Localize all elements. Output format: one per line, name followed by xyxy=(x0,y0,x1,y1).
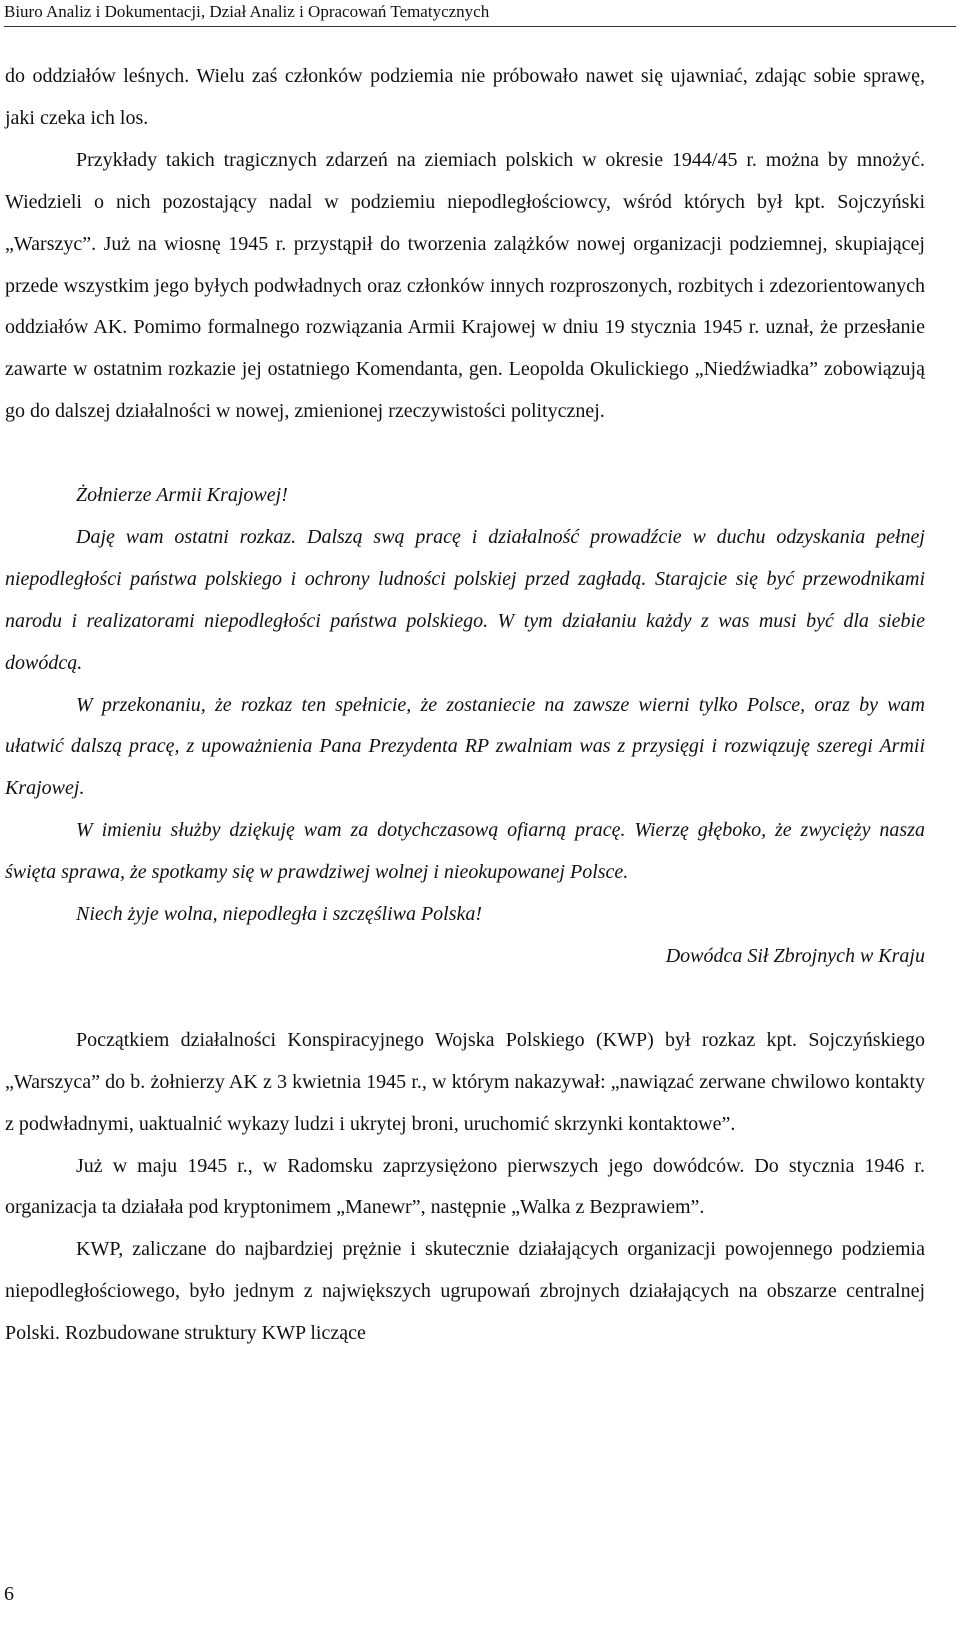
paragraph-warszyc: Przykłady takich tragicznych zdarzeń na ziemiach polskich w okresie 1944/45 r. można by mnożyć. Wiedzieli o nich pozostający nadal w podziemiu niepodległościowcy, wśród których był kpt. Sojczyński „Warszyc”. Już na wiosnę 1945 r. przystąpił do tworzenia zalążków nowej organizacji podziemnej, skupiającej przede wszystkim jego byłych podwładnych oraz członków innych rozproszonych, rozbitych i zdezorientowanych oddziałów AK. Pomimo formalnego rozwiązania Armii Krajowej w dniu 19 stycznia 1945 r. uznał, że przesłanie zawarte w ostatnim rozkazie jej ostatniego Komendanta, gen. Leopolda Okulickiego „Niedźwiadka” zobowiązują go do dalszej działalności w nowej, zmienionej rzeczywistości politycznej. xyxy=(5,148,925,423)
spacer xyxy=(5,433,925,475)
running-header: Biuro Analiz i Dokumentacji, Dział Analiz i Opracowań Tematycznych xyxy=(4,0,956,27)
paragraph-continuation: do oddziałów leśnych. Wielu zaś członków podziemia nie próbowało nawet się ujawniać, zdając sobie sprawę, jaki czeka ich los. xyxy=(5,65,925,129)
order-paragraph-4: Niech żyje wolna, niepodległa i szczęśliwa Polska! xyxy=(76,903,483,926)
order-paragraph-3: W imieniu służby dziękuję wam za dotychczasową ofiarną pracę. Wierzę głęboko, że zwycięży nasza święta sprawa, że spotkamy się w prawdziwej wolnej i nieokupowanej Polsce. xyxy=(5,819,925,884)
order-salutation: Żołnierze Armii Krajowej! xyxy=(76,484,288,507)
page-body xyxy=(5,56,925,1355)
paragraph-kwp-structure: KWP, zaliczane do najbardziej prężnie i skutecznie działających organizacji powojennego podziemia niepodległościowego, było jednym z największych ugrupowań zbrojnych działających na obszarze centralnej Polski. Rozbudowane struktury KWP liczące xyxy=(5,1238,925,1345)
page-number: 6 xyxy=(4,1583,14,1605)
paragraph-kwp-origin: Początkiem działalności Konspiracyjnego Wojska Polskiego (KWP) był rozkaz kpt. Sojczyńskiego „Warszyca” do b. żołnierzy AK z 3 kwietnia 1945 r., w którym nakazywał: „nawiązać zerwane chwilowo kontakty z podwładnymi, uaktualnić wykazy ludzi i ukrytej broni, uruchomić skrzynki kontaktowe”. xyxy=(5,1028,925,1135)
spacer xyxy=(5,978,925,1020)
order-paragraph-2: W przekonaniu, że rozkaz ten spełnicie, że zostaniecie na zawsze wierni tylko Polsce, oraz by wam ułatwić dalszą pracę, z upoważnienia Pana Prezydenta RP zwalniam was z przysięgi i rozwiązuję szeregi Armii Krajowej. xyxy=(5,693,925,800)
order-paragraph-1: Daję wam ostatni rozkaz. Dalszą swą pracę i działalność prowadźcie w duchu odzyskania pełnej niepodległości państwa polskiego i ochrony ludności polskiej przed zagładą. Starajcie się być przewodnikami narodu i realizatorami niepodległości państwa polskiego. W tym działaniu każdy z was musi być dla siebie dowódcą. xyxy=(5,525,925,674)
order-signature: Dowódca Sił Zbrojnych w Kraju xyxy=(665,945,925,968)
paragraph-radomsko: Już w maju 1945 r., w Radomsku zaprzysiężono pierwszych jego dowódców. Do stycznia 1946 r. organizacja ta działała pod kryptonimem „Manewr”, następnie „Walka z Bezprawiem”. xyxy=(5,1154,925,1219)
final-order-quote xyxy=(5,475,925,978)
